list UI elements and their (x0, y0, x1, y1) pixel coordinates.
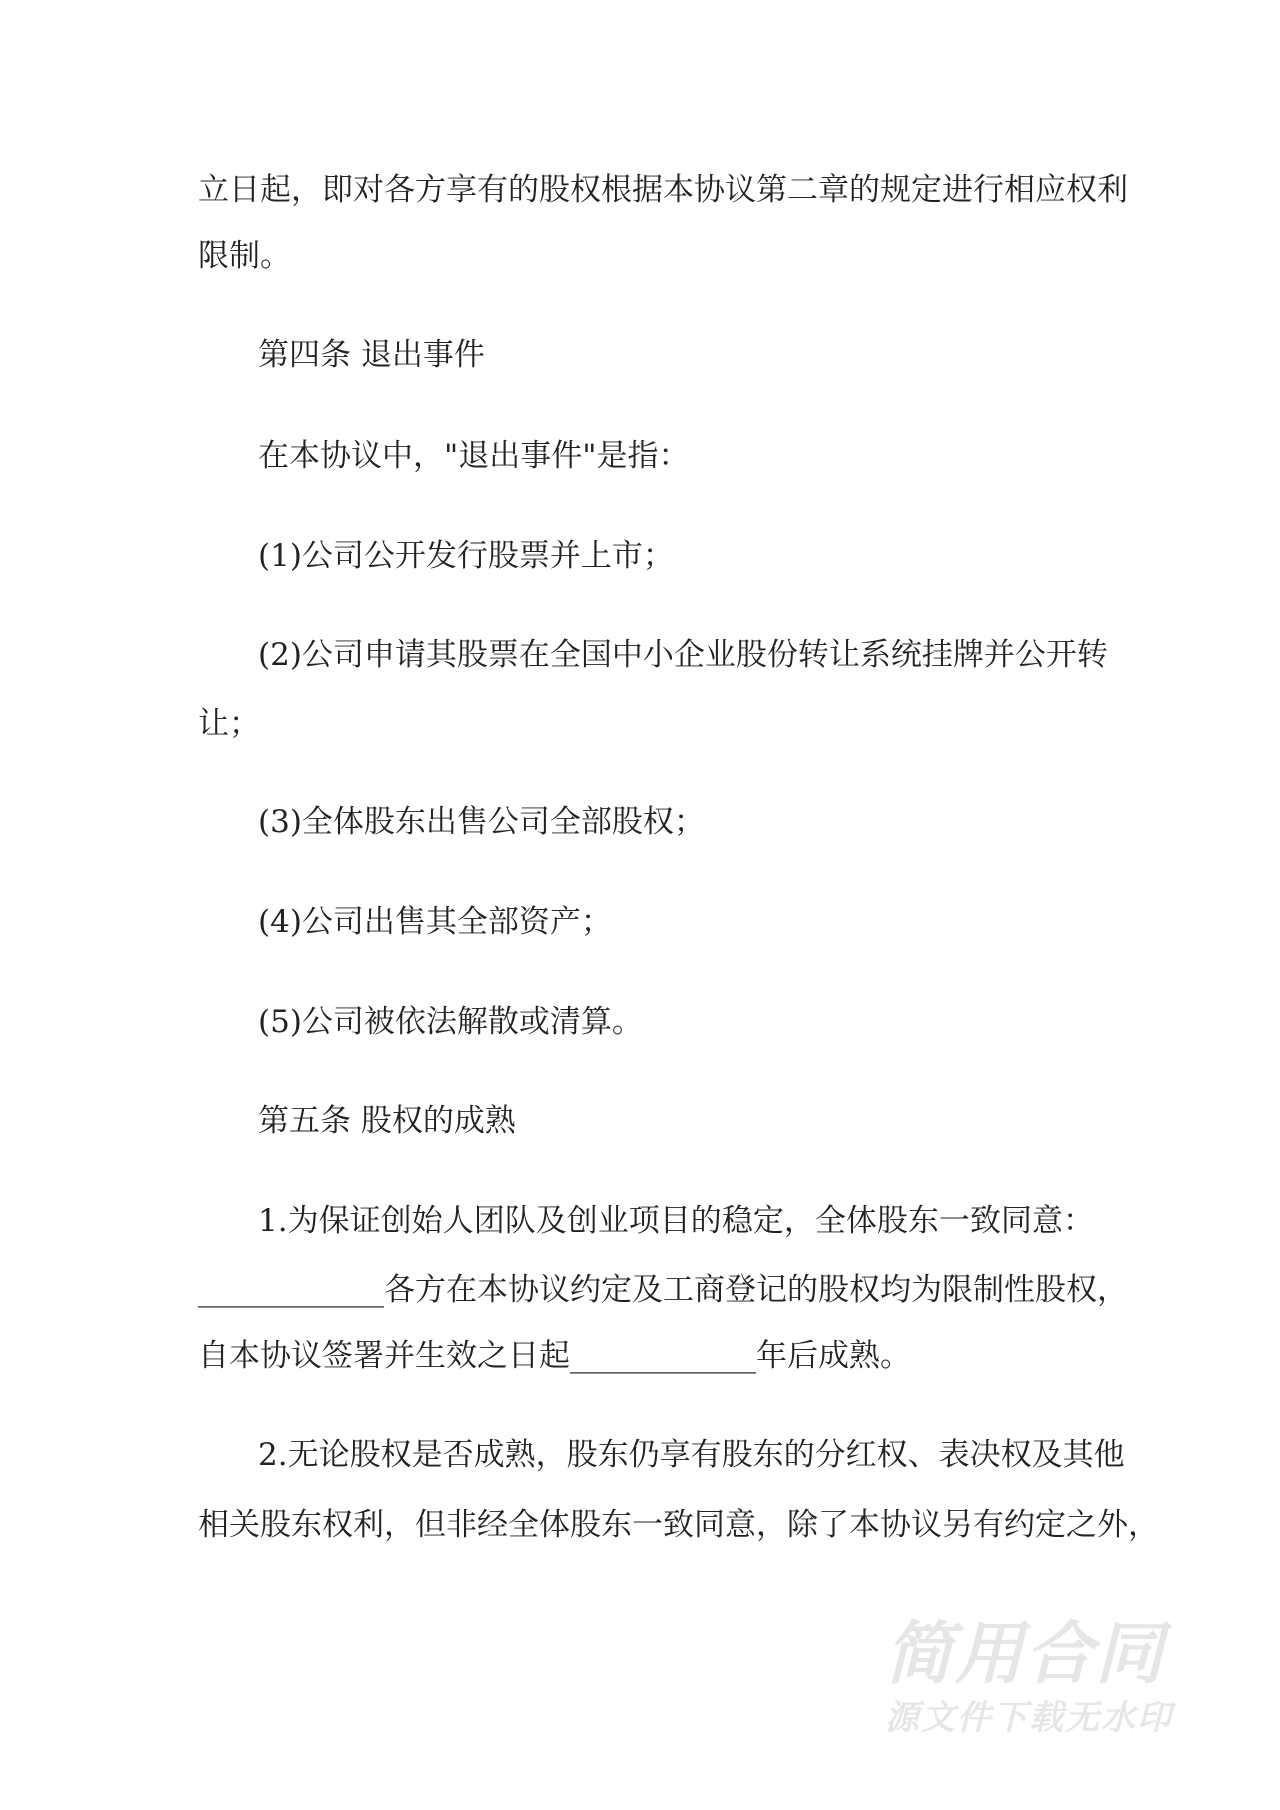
list-item: (4)公司出售其全部资产； (258, 904, 612, 940)
paragraph-line: 限制。 (198, 238, 291, 274)
paragraph-line-with-blank: ____________各方在本协议约定及工商登记的股权均为限制性股权， (198, 1272, 1128, 1308)
list-item: (3)全体股东出售公司全部股权； (258, 804, 705, 840)
paragraph-line: 1.为保证创始人团队及创业项目的稳定，全体股东一致同意： (258, 1203, 1094, 1239)
list-item: (2)公司申请其股票在全国中小企业股份转让系统挂牌并公开转 (258, 637, 1108, 673)
article-heading: 第四条 退出事件 (258, 337, 485, 373)
paragraph-line-with-blank: 自本协议签署并生效之日起____________年后成熟。 (198, 1338, 911, 1374)
article-heading: 第五条 股权的成熟 (258, 1103, 516, 1139)
watermark-logo: 简用合同 (885, 1615, 1166, 1694)
paragraph-line: 立日起，即对各方享有的股权根据本协议第二章的规定进行相应权利 (198, 172, 1128, 208)
list-item: (5)公司被依法解散或清算。 (258, 1004, 643, 1040)
watermark-subtitle: 源文件下载无水印 (885, 1698, 1173, 1738)
list-item-continuation: 让； (198, 706, 260, 742)
paragraph-line: 在本协议中，"退出事件"是指： (258, 438, 690, 474)
list-item: (1)公司公开发行股票并上市； (258, 538, 674, 574)
paragraph-line: 2.无论股权是否成熟，股东仍享有股东的分红权、表决权及其他 (258, 1437, 1125, 1473)
paragraph-line: 相关股东权利，但非经全体股东一致同意，除了本协议另有约定之外， (198, 1507, 1159, 1543)
